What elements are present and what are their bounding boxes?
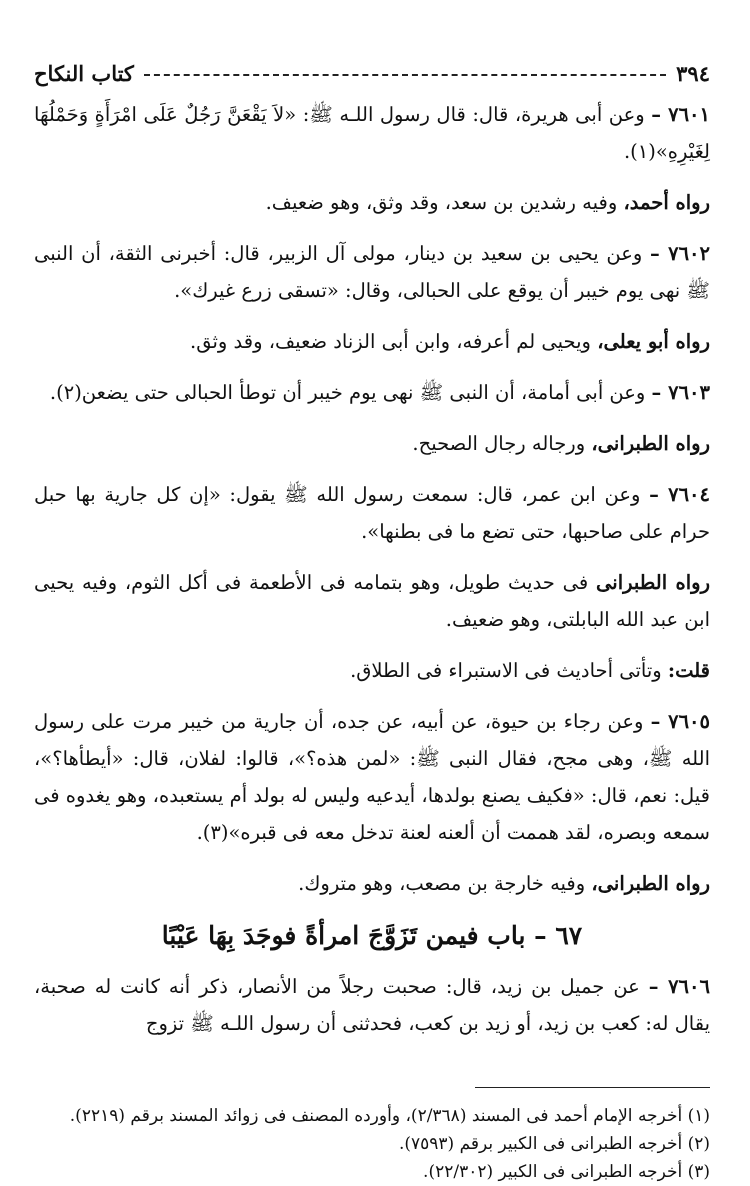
hadith-number: ٧٦٠٥ – xyxy=(650,710,710,733)
footnote: (٣) أخرجه الطبرانى فى الكبير (٢٢/٣٠٢). xyxy=(423,1162,710,1182)
source-text: وفيه خارجة بن مصعب، وهو متروك. xyxy=(298,872,586,895)
hadith-text: وعن أبى هريرة، قال: قال رسول اللـه ﷺ: «لاَ يَقْعَنَّ رَجُلٌ عَلَى امْرَأَةٍ وَحَمْلُهَا لِغَيْرِهِ»(١). xyxy=(34,103,710,163)
header-divider xyxy=(144,74,666,76)
hadith-number: ٧٦٠٤ – xyxy=(649,483,710,506)
footnotes xyxy=(34,1102,710,1186)
source-text: وفيه رشدين بن سعد، وقد وثق، وهو ضعيف. xyxy=(265,191,618,214)
hadith-text: وعن رجاء بن حيوة، عن أبيه، عن جده، أن جارية من خيبر مرت على رسول الله ﷺ، وهى مجح، فقال النبى ﷺ: «لمن هذه؟»، قالوا: لفلان، قال: «أيطأها؟»، قيل: نعم، قال: «فكيف يصنع بولدها، أيدعيه وليس له بولد أم يستعبده، وهو يغدوه فى سمعه وبصره، لقد هممت أن ألعنه لعنة تدخل معه فى قبره»(٣). xyxy=(34,710,710,844)
chapter-heading: ٦٧ – باب فيمن تَزَوَّجَ امرأةً فوجَدَ بِهَا عَيْبًا xyxy=(161,921,583,950)
source-note xyxy=(34,184,710,221)
remark-text: وتأتى أحاديث فى الاستبراء فى الطلاق. xyxy=(350,659,662,682)
hadith-text: وعن ابن عمر، قال: سمعت رسول الله ﷺ يقول: «إن كل جارية بها حبل حرام على صاحبها، حتى تضع ما فى بطنها». xyxy=(34,483,710,543)
source-label: رواه الطبرانى، xyxy=(591,872,710,895)
hadith-number: ٧٦٠١ – xyxy=(651,103,710,126)
page-header xyxy=(34,58,710,88)
source-text: ورجاله رجال الصحيح. xyxy=(412,432,586,455)
source-label: رواه أبو يعلى، xyxy=(597,330,710,353)
source-label: رواه أحمد، xyxy=(623,191,710,214)
source-note xyxy=(34,425,710,462)
source-text: ويحيى لم أعرفه، وابن أبى الزناد ضعيف، وقد وثق. xyxy=(190,330,591,353)
hadith-text: وعن يحيى بن سعيد بن دينار، مولى آل الزبير، قال: أخبرنى الثقة، أن النبى ﷺ نهى يوم خيبر أن يوقع على الحبالى، وقال: «تسقى زرع غيرك». xyxy=(34,242,710,302)
hadith-entry xyxy=(34,703,710,851)
source-label: رواه الطبرانى xyxy=(596,571,711,594)
page-number: ٣٩٤ xyxy=(676,60,710,86)
footnote: (١) أخرجه الإمام أحمد فى المسند (٢/٣٦٨)، وأورده المصنف فى زوائد المسند برقم (٢٢١٩). xyxy=(69,1106,710,1126)
remark-label: قلت: xyxy=(667,659,710,682)
footnote: (٢) أخرجه الطبرانى فى الكبير برقم (٧٥٩٣). xyxy=(398,1134,710,1154)
hadith-number: ٧٦٠٣ – xyxy=(651,381,710,404)
hadith-number: ٧٦٠٦ – xyxy=(648,975,710,998)
hadith-number: ٧٦٠٢ – xyxy=(650,242,711,265)
footnote-divider xyxy=(475,1087,710,1088)
hadith-entry xyxy=(34,968,710,1042)
hadith-entry xyxy=(34,476,710,550)
hadith-entry xyxy=(34,96,710,170)
hadith-entry xyxy=(34,235,710,309)
hadith-text: عن جميل بن زيد، قال: صحبت رجلاً من الأنصار، ذكر أنه كانت له صحبة، يقال له: كعب بن زيد، أو زيد بن كعب، فحدثنى أن رسول اللـه ﷺ تزوج xyxy=(34,975,710,1035)
hadith-text: وعن أبى أمامة، أن النبى ﷺ نهى يوم خيبر أن توطأ الحبالى حتى يضعن(٢). xyxy=(49,381,646,404)
author-remark xyxy=(34,652,710,689)
hadith-entry xyxy=(34,374,710,411)
source-label: رواه الطبرانى، xyxy=(591,432,710,455)
source-note xyxy=(34,323,710,360)
source-text: فى حديث طويل، وهو بتمامه فى الأطعمة فى أكل الثوم، وفيه يحيى ابن عبد الله البابلتى، وهو ضعيف. xyxy=(34,571,710,631)
book-title: كتاب النكاح xyxy=(34,60,134,86)
source-note xyxy=(34,865,710,902)
source-note xyxy=(34,564,710,638)
